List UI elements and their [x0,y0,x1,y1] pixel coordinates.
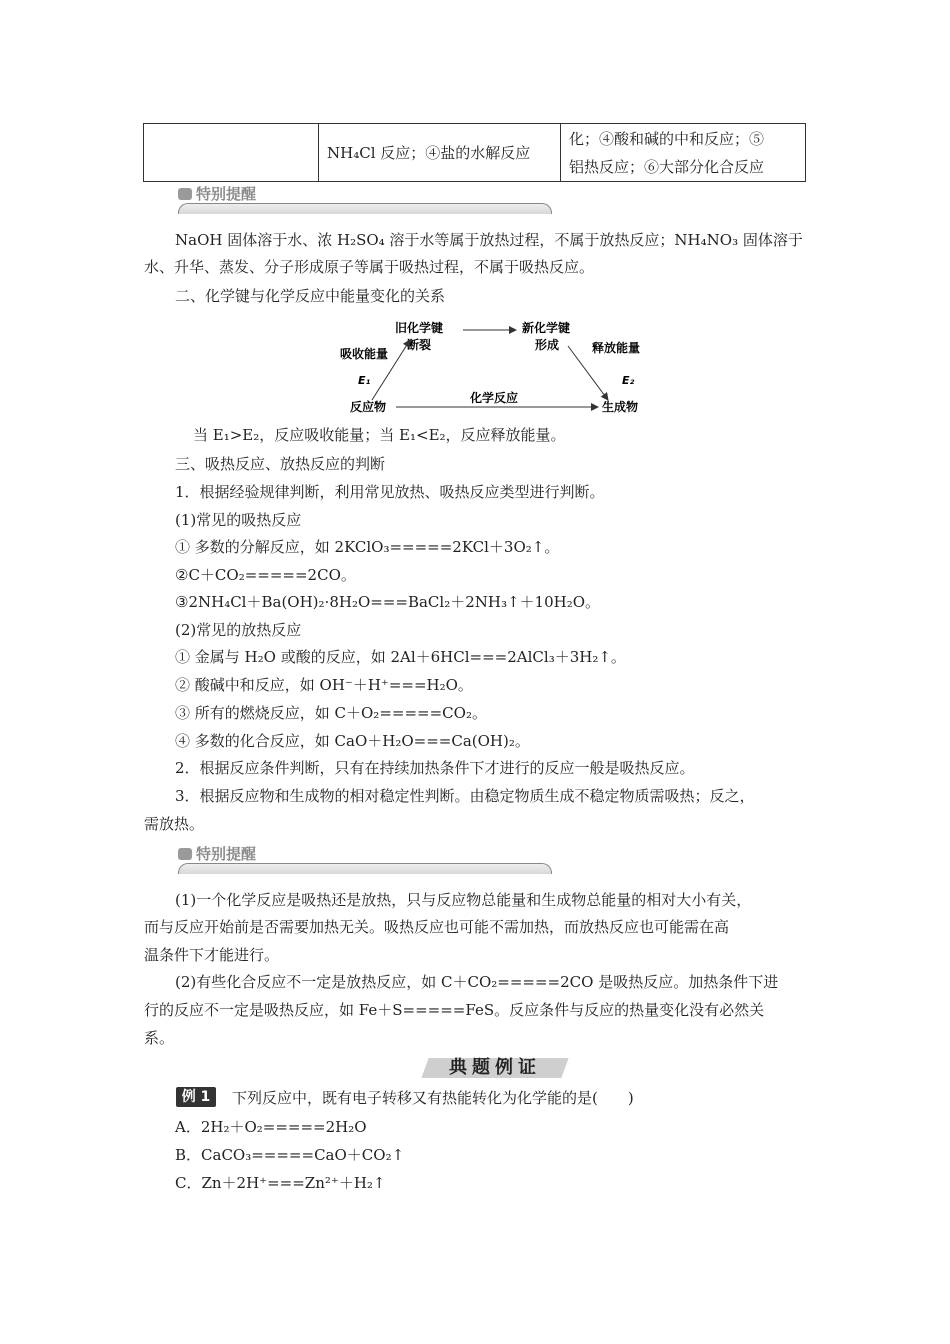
tip-header [178,843,550,873]
list-item: ① 多数的分解反应，如 2KClO₃=====2KCl＋3O₂↑。 [175,538,560,556]
subheading: (2)常见的放热反应 [175,621,302,639]
thumbs-up-icon [178,188,192,200]
option-c: C．Zn＋2H⁺===Zn²⁺＋H₂↑ [175,1174,386,1192]
diagram-reactant: 反应物 [350,400,387,414]
tip-header [178,183,550,213]
example-badge: 例 1 [176,1087,216,1107]
tip2-line: 而与反应开始前是否需要加热无关。吸热反应也可能不需加热，而放热反应也可能需在高 [144,918,730,936]
tip2-line: 温条件下才能进行。 [144,946,280,964]
option-b: B．CaCO₃=====CaO＋CO₂↑ [175,1146,405,1164]
energy-compare: 当 E₁>E₂，反应吸收能量；当 E₁<E₂，反应释放能量。 [193,426,566,444]
subheading: (1)常见的吸热反应 [175,511,302,529]
diagram-old-bond: 断裂 [407,338,432,352]
diagram-absorb: 吸收能量 [340,347,389,361]
diagram-e2: E₂ [622,374,635,387]
diagram-reaction: 化学反应 [470,391,519,405]
paragraph: 需放热。 [144,815,205,833]
tip2-line: (1)一个化学反应是吸热还是放热，只与反应物总能量和生成物总能量的相对大小有关， [175,891,752,909]
list-item: ② 酸碱中和反应，如 OH⁻＋H⁺===H₂O。 [175,676,473,694]
energy-diagram [330,316,660,420]
paragraph: 1．根据经验规律判断，利用常见放热、吸热反应类型进行判断。 [175,483,605,501]
tip-bar [178,203,552,214]
diagram-release: 释放能量 [592,341,641,355]
list-item: ④ 多数的化合反应，如 CaO＋H₂O===Ca(OH)₂。 [175,732,530,750]
tip1-line: NaOH 固体溶于水、浓 H₂SO₄ 溶于水等属于放热过程，不属于放热反应；NH₄NO₃ 固体溶于 [175,231,803,249]
example-question: 下列反应中，既有电子转移又有热能转化为化学能的是( ) [232,1089,634,1107]
tip2-line: 行的反应不一定是吸热反应，如 Fe＋S=====FeS。反应条件与反应的热量变化没有必然关 [144,1001,765,1019]
comparison-table-row [143,123,806,182]
tip-label: 特别提醒 [196,845,257,863]
examples-section-title: 典题例证 [425,1055,565,1081]
table-cell-exothermic [561,124,806,182]
table-cell-endothermic: NH₄Cl 反应；④盐的水解反应 [319,124,561,182]
paragraph: 2．根据反应条件判断，只有在持续加热条件下才进行的反应一般是吸热反应。 [175,759,695,777]
diagram-product: 生成物 [602,400,639,414]
diagram-new-bond: 形成 [535,338,560,352]
diagram-new-bond: 新化学键 [522,321,571,335]
diagram-old-bond: 旧化学键 [395,321,444,335]
diagram-e1: E₁ [358,374,371,387]
table-cell-line: 化；④酸和碱的中和反应；⑤ [569,129,765,148]
section-title: 三、吸热反应、放热反应的判断 [175,455,386,473]
tip1-line: 水、升华、蒸发、分子形成原子等属于吸热过程，不属于吸热反应。 [144,258,595,276]
table-cell-line: 铝热反应；⑥大部分化合反应 [569,157,765,176]
thumbs-up-icon [178,848,192,860]
list-item: ②C＋CO₂=====2CO。 [175,566,356,584]
list-item: ③ 所有的燃烧反应，如 C＋O₂=====CO₂。 [175,704,487,722]
tip-bar [178,863,552,874]
option-a: A．2H₂＋O₂=====2H₂O [175,1118,367,1136]
list-item: ③2NH₄Cl＋Ba(OH)₂·8H₂O===BaCl₂＋2NH₃↑＋10H₂O。 [175,593,601,611]
section-title: 二、化学键与化学反应中能量变化的关系 [175,287,446,305]
tip-label: 特别提醒 [196,185,257,203]
tip2-line: 系。 [144,1029,175,1047]
paragraph: 3．根据反应物和生成物的相对稳定性判断。由稳定物质生成不稳定物质需吸热；反之， [175,787,755,805]
tip2-line: (2)有些化合反应不一定是放热反应，如 C＋CO₂=====2CO 是吸热反应。加热条件下进 [175,973,779,991]
list-item: ① 金属与 H₂O 或酸的反应，如 2Al＋6HCl===2AlCl₃＋3H₂↑。 [175,648,626,666]
table-cell-empty [144,124,319,182]
